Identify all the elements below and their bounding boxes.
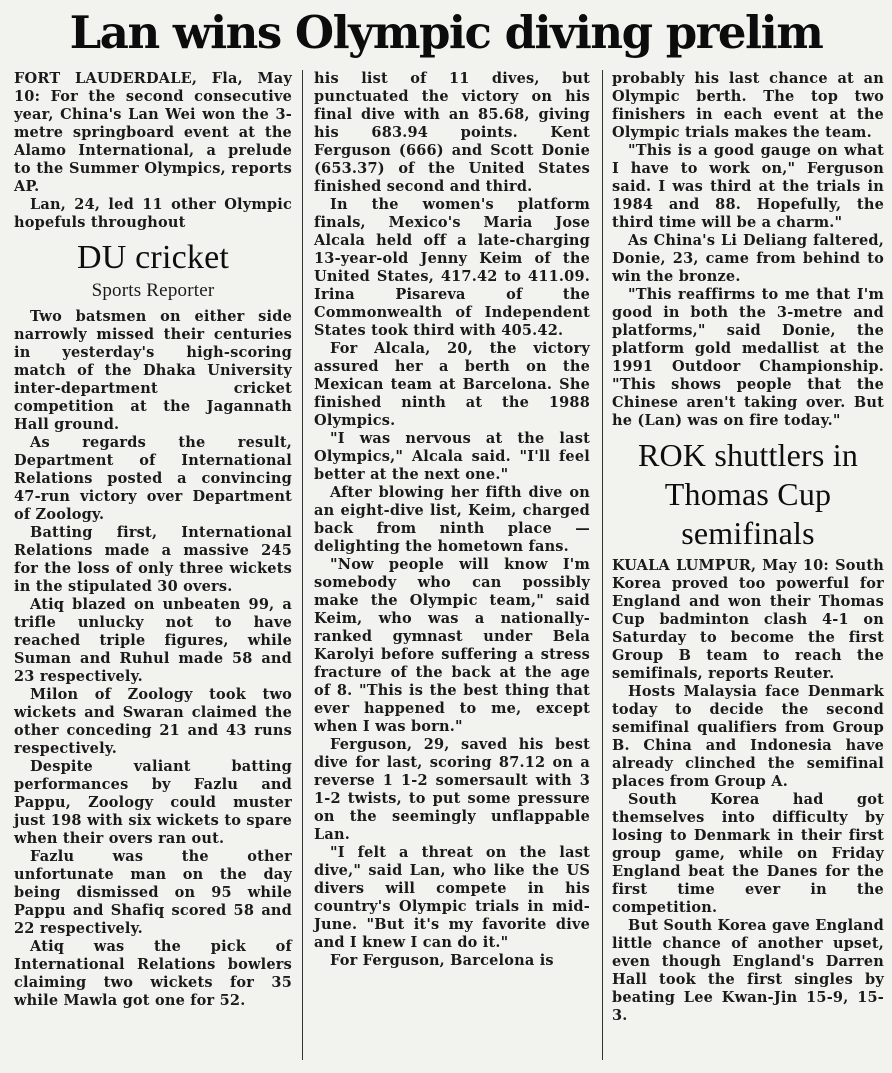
cricket-paragraph: Atiq was the pick of International Relations bowlers claiming two wickets for 35 while Mawla got one for 52. xyxy=(14,938,292,1009)
lan-paragraph: In the women's platform finals, Mexico's Maria Jose Alcala held off a late-charging 13-year-old Jenny Keim of the United States, 417.42 to 411.09. Irina Pisareva of the Commonwealth of Independent States took third with 405.42. xyxy=(314,196,590,339)
lan-paragraph: Ferguson, 29, saved his best dive for last, scoring 87.12 on a reverse 1 1-2 somersault with 3 1-2 twists, to put some pressure on the seemingly unflappable Lan. xyxy=(314,736,590,843)
cricket-paragraph: Two batsmen on either side narrowly missed their centuries in yesterday's high-scoring match of the Dhaka University inter-department cricket competition at the Jagannath Hall ground. xyxy=(14,308,292,433)
cricket-paragraph: As regards the result, Department of International Relations posted a convincing 47-run victory over Department of Zoology. xyxy=(14,434,292,523)
cricket-paragraph: Batting first, International Relations made a massive 245 for the loss of only three wickets in the stipulated 30 overs. xyxy=(14,524,292,595)
lan-dateline-paragraph: FORT LAUDERDALE, Fla, May 10: For the second consecutive year, China's Lan Wei won the 3-metre springboard event at the Alamo International, a prelude to the Summer Olympics, reports AP. xyxy=(14,70,292,195)
cricket-byline: Sports Reporter xyxy=(91,280,215,301)
lan-paragraph: As China's Li Deliang faltered, Donie, 23, came from behind to win the bronze. xyxy=(612,232,884,285)
lan-paragraph: "This reaffirms to me that I'm good in both the 3-metre and platforms," said Donie, the platform gold medallist at the 1991 Outdoor Championship. "This shows people that the Chinese aren't taking over. But he (Lan) was on fire today." xyxy=(612,286,884,429)
lan-paragraph: his list of 11 dives, but punctuated the victory on his final dive with an 85.68, giving his 683.94 points. Kent Ferguson (666) and Scott Donie (653.37) of the United States finished second and third. xyxy=(314,70,590,195)
lan-paragraph: For Alcala, 20, the victory assured her a berth on the Mexican team at Barcelona. She finished ninth at the 1988 Olympics. xyxy=(314,340,590,429)
lan-paragraph: probably his last chance at an Olympic berth. The top two finishers in each event at the Olympic trials makes the team. xyxy=(612,70,884,141)
rok-paragraph: South Korea had got themselves into difficulty by losing to Denmark in their first group game, while on Friday England beat the Danes for the first time ever in the competition. xyxy=(612,791,884,916)
rok-heading: ROK shuttlers in Thomas Cup semifinals xyxy=(637,437,859,551)
lan-paragraph: After blowing her fifth dive on an eight-dive list, Keim, charged back from ninth place — delighting the hometown fans. xyxy=(314,484,590,555)
lan-paragraph: "This is a good gauge on what I have to work on," Ferguson said. I was third at the trials in 1984 and 88. Hopefully, the third time will be a charm." xyxy=(612,142,884,231)
cricket-paragraph: Milon of Zoology took two wickets and Swaran claimed the other conceding 21 and 43 runs respectively. xyxy=(14,686,292,757)
column-rule xyxy=(302,70,303,1060)
lan-paragraph: "Now people will know I'm somebody who can possibly make the Olympic team," said Keim, who was a nationally-ranked gymnast under Bela Karolyi before suffering a stress fracture of the back at the age of 8. "This is the best thing that ever happened to me, except when I was born." xyxy=(314,556,590,735)
rok-dateline-paragraph: KUALA LUMPUR, May 10: South Korea proved too powerful for England and won their Thomas Cup badminton clash 4-1 on Saturday to become the first Group B team to reach the semifinals, reports Reuter. xyxy=(612,557,884,682)
cricket-paragraph: Despite valiant batting performances by Fazlu and Pappu, Zoology could muster just 198 with six wickets to spare when their overs ran out. xyxy=(14,758,292,847)
lan-paragraph: Lan, 24, led 11 other Olympic hopefuls throughout xyxy=(14,196,292,231)
column-1 xyxy=(14,70,292,1010)
cricket-paragraph: Fazlu was the other unfortunate man on the day being dismissed on 95 while Pappu and Shafiq scored 58 and 22 respectively. xyxy=(14,848,292,937)
lan-paragraph: For Ferguson, Barcelona is xyxy=(330,952,554,969)
column-3 xyxy=(612,70,884,1025)
headline: Lan wins Olympic diving prelim xyxy=(69,6,823,59)
lan-paragraph: "I felt a threat on the last dive," said Lan, who like the US divers will compete in his country's Olympic trials in mid-June. "But it's my favorite dive and I knew I can do it." xyxy=(314,844,590,951)
cricket-heading: DU cricket xyxy=(76,239,230,276)
column-rule xyxy=(602,70,603,1060)
lan-paragraph: "I was nervous at the last Olympics," Alcala said. "I'll feel better at the next one." xyxy=(314,430,590,483)
rok-paragraph: Hosts Malaysia face Denmark today to decide the second semifinal qualifiers from Group B. China and Indonesia have already clinched the semifinal places from Group A. xyxy=(612,683,884,790)
rok-paragraph: But South Korea gave England little chance of another upset, even though England's Darren Hall took the first singles by beating Lee Kwan-Jin 15-9, 15-3. xyxy=(612,917,884,1024)
column-2 xyxy=(314,70,590,970)
cricket-paragraph: Atiq blazed on unbeaten 99, a trifle unlucky not to have reached triple figures, while Suman and Ruhul made 58 and 23 respectively. xyxy=(14,596,292,685)
